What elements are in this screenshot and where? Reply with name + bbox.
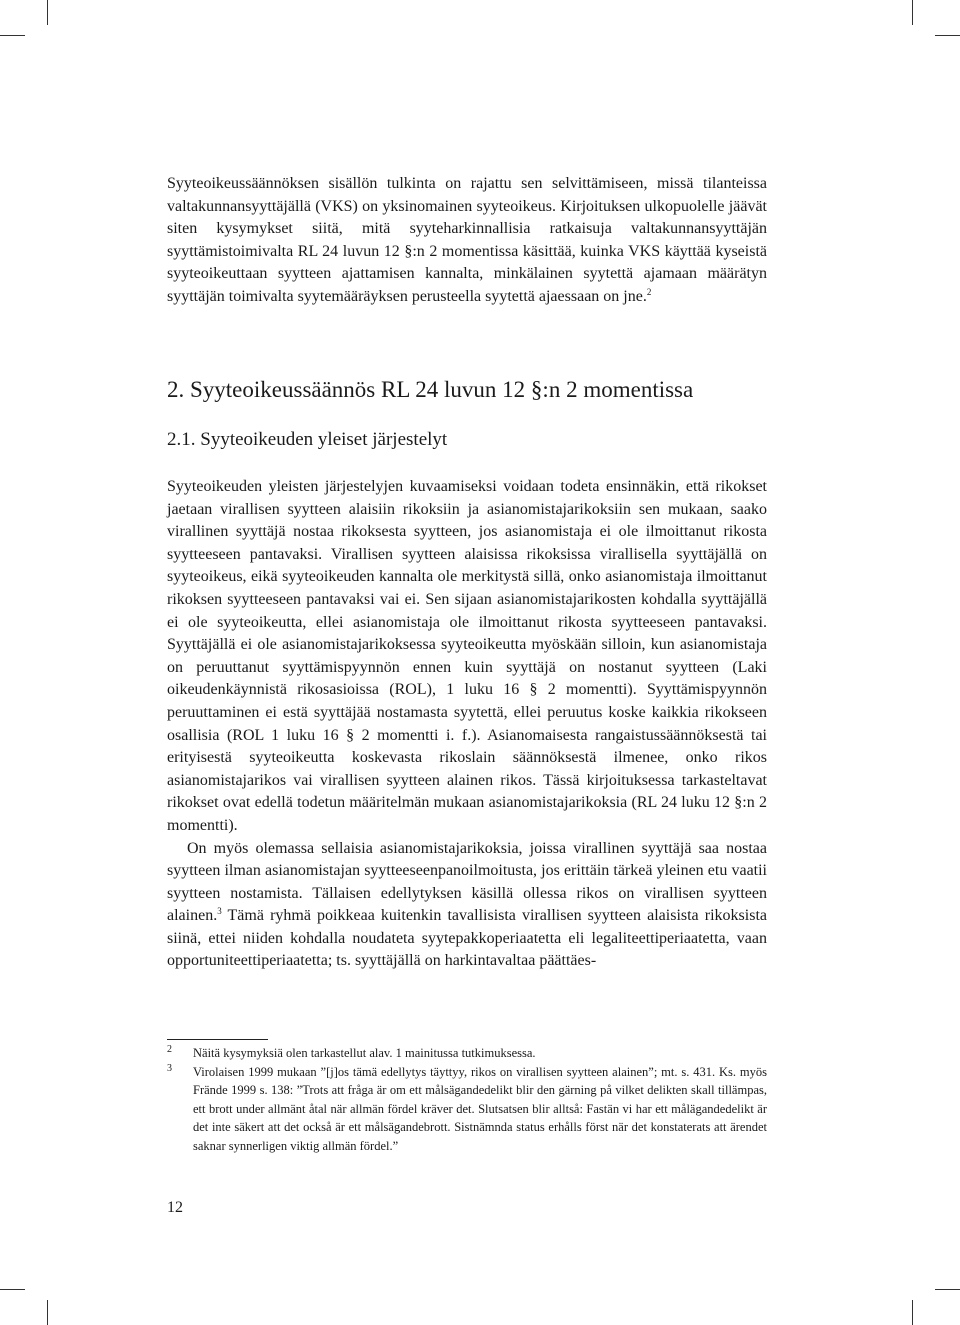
body-paragraph-2-text-cont: Tämä ryhmä poikkeaa kuitenkin tavallisista virallisen syytteen alaisista rikoksista siinä, ettei niiden kohdalla noudateta syytepakkoperiaatetta eli legaliteettiperiaatetta, vaan opportuniteettiperiaatetta; ts. syyttäjällä on harkintavaltaa päättäes-	[167, 907, 767, 970]
body-paragraph-2-text: On myös olemassa sellaisia asianomistajarikoksia, joissa virallinen syyttäjä saa nostaa syytteen ilman asianomistajan syytteeseenpanoilmoitusta, jos erittäin tärkeä yleinen etu vaatii syytteen nostamista. Tällaisen edellytyksen käsillä ollessa rikos on virallisen syytteen alainen.	[167, 839, 767, 925]
body-text	[167, 476, 767, 973]
body-paragraph-2	[167, 838, 767, 974]
footnote-number: 3	[167, 1062, 172, 1074]
page-number: 12	[167, 1199, 183, 1216]
footnote-3	[167, 1063, 767, 1156]
footnote-separator	[167, 1039, 268, 1040]
body-paragraph-1: Syyteoikeuden yleisten järjestelyjen kuvaamiseksi voidaan todeta ensinnäkin, että rikokset jaetaan virallisen syytteen alaisiin rikoksiin ja asianomistajarikoksiin sen mukaan, saako virallinen syyttäjä nostaa rikoksesta syytteen, jos asianomistaja ei ole ilmoittanut rikosta syytteeseen pantavaksi. Virallisen syytteen alaisissa rikoksissa virallisella syyttäjällä on syyteoikeus, eikä syyteoikeuden kannalta ole merkitystä sillä, onko asianomistaja ilmoittanut rikoksen syytteeseen pantavaksi vai ei. Sen sijaan asianomistajarikosten kohdalla syyttäjällä ei ole syyteoikeutta, ellei asianomistaja ole ilmoittanut rikosta syytteeseen pantavaksi. Syyttäjällä ei ole asianomistajarikoksessa syyteoikeutta myöskään silloin, kun asianomistaja on peruuttanut syyttämispyynnön ennen kuin syyttäjä on nostanut syytteen (Laki oikeudenkäynnistä rikosasioissa (ROL), 1 luku 16 § 2 momentti). Syyttämispyynnön peruuttaminen ei estä syyttäjää nostamasta syytettä, ellei peruutus koske kaikkia rikokseen osallisia (ROL 1 luku 16 § 2 momentti i. f.). Asianomaisesta rangaistussäännöksestä tai erityisestä syyteoikeutta koskevasta rikoslain säännöksestä ilmenee, onko rikos asianomistajarikos vai virallisen syytteen alainen rikos. Tässä kirjoituksessa tarkasteltavat rikokset ovat edellä todetun määritelmän mukaan asianomistajarikoksia (RL 24 luku 12 §:n 2 momentti).	[167, 478, 767, 834]
footnote-ref-2[interactable]: 2	[646, 286, 652, 297]
intro-paragraph-block	[167, 173, 767, 309]
footnotes	[167, 1044, 767, 1155]
section-heading: 2. Syyteoikeussäännös RL 24 luvun 12 §:n 2 momentissa	[167, 377, 694, 402]
footnote-ref-3[interactable]: 3	[217, 906, 222, 917]
footnote-text: Näitä kysymyksiä olen tarkastellut alav. 1 mainitussa tutkimuksessa.	[193, 1046, 536, 1060]
subsection-heading: 2.1. Syyteoikeuden yleiset järjestelyt	[167, 429, 448, 450]
footnote-number: 2	[167, 1044, 172, 1055]
footnote-2	[167, 1044, 767, 1063]
footnote-text: Virolaisen 1999 mukaan ”[j]os tämä edellytys täyttyy, rikos on virallisen syytteen alainen”; mt. s. 431. Ks. myös Frände 1999 s. 138: ”Trots att fråga är om ett målsägandedelikt blir den gärning på vilket delikten skall tillämpas, ett brott under allmänt åtal när allmän fördel kräver det. Slutsatsen blir alltså: Fastän vi har ett målägandedelikt är det inte säkert att det också är ett målsägandebrott. Sistnämnda status erhålls först när det konstaterats att ärendet saknar synnerligen viktig allmän fördel.”	[193, 1064, 767, 1153]
intro-paragraph	[167, 173, 767, 309]
intro-text: Syyteoikeussäännöksen sisällön tulkinta on rajattu sen selvittämiseen, missä tilanteissa valtakunnansyyttäjällä (VKS) on yksinomainen syyteoikeus. Kirjoituksen ulkopuolelle jäävät siten kysymykset siitä, mitä syyteharkinnallisia ratkaisuja valtakunnansyyttäjän syyttämistoimivalta RL 24 luvun 12 §:n 2 momentissa käsittää, kuinka VKS käyttää kyseistä syyteoikeuttaan syytteen ajattamisen kannalta, minkälainen syytettä ajamaan määrätyn syyttäjän toimivalta syytemääräyksen perusteella syytettä ajaessaan on jne.	[167, 175, 767, 305]
